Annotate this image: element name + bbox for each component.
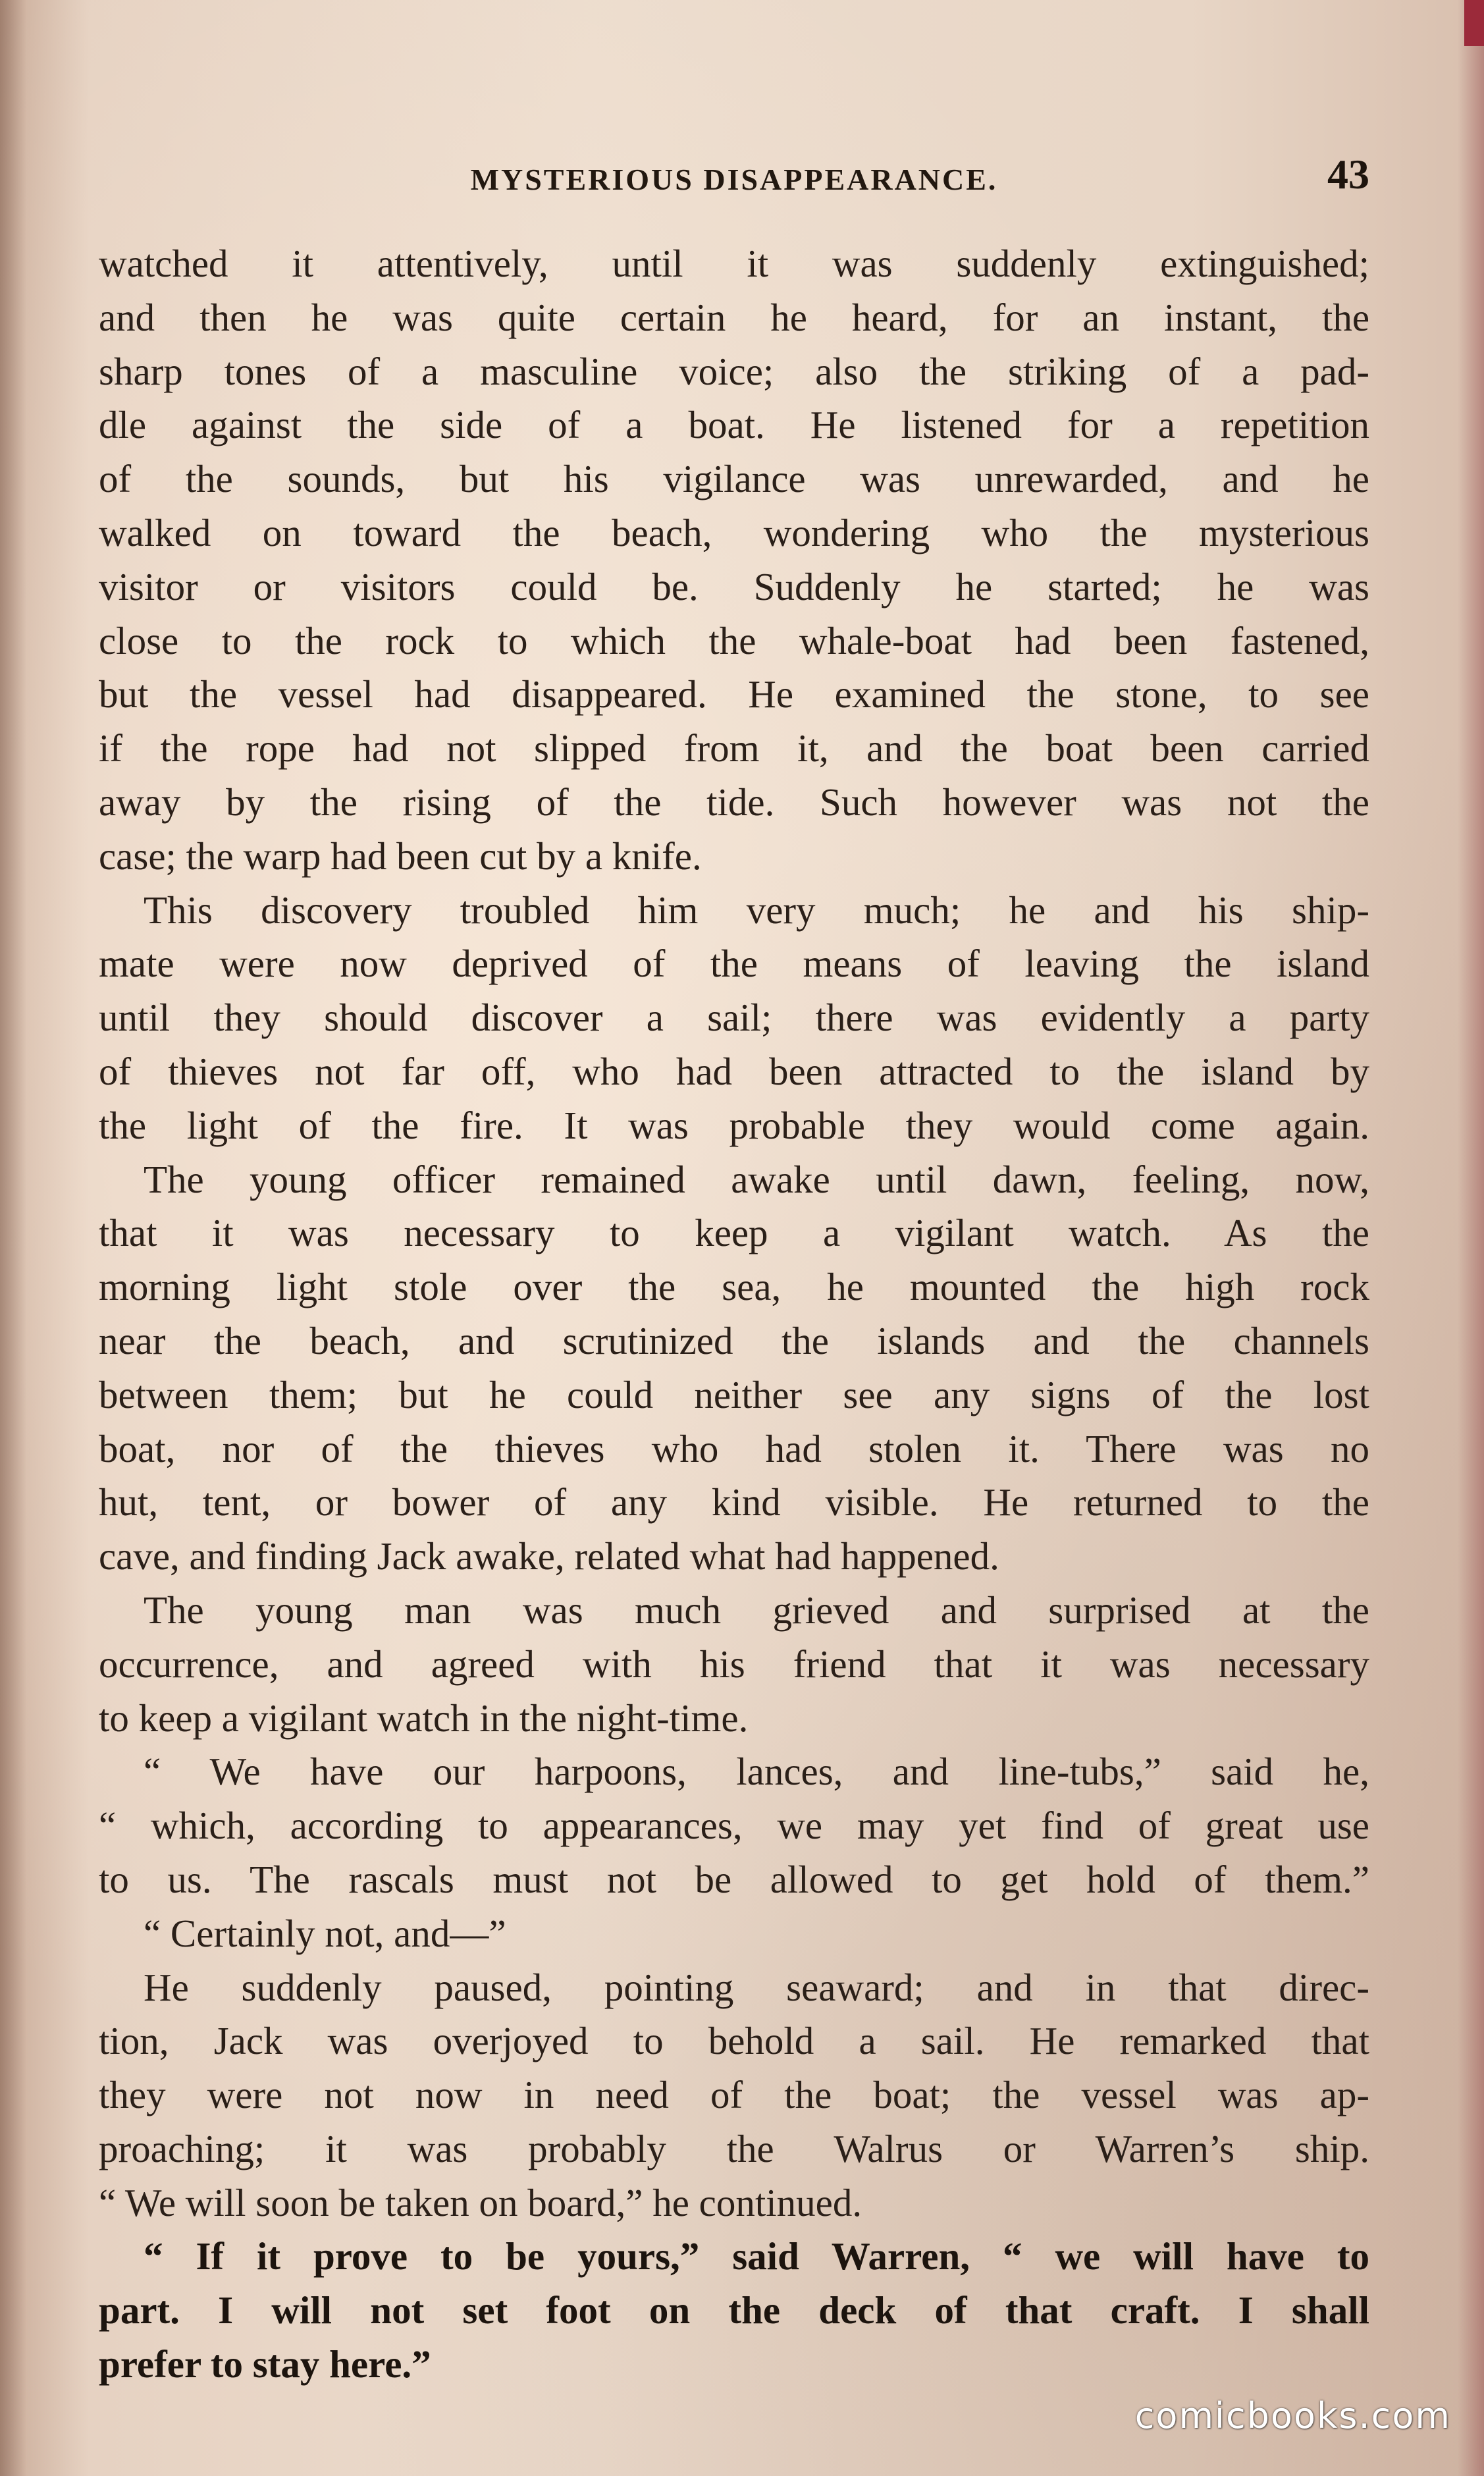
text-line: the light of the fire. It was probable they would come again. <box>99 1103 1369 1147</box>
text-line: The young officer remained awake until dawn, feeling, now, <box>144 1157 1369 1201</box>
text-line: walked on toward the beach, wondering who the mysterious <box>99 510 1369 554</box>
text-line: watched it attentively, until it was suddenly extinguished; <box>99 242 1369 285</box>
text-line: “ If it prove to be yours,” said Warren, “ we will have to <box>144 2234 1369 2278</box>
page-corner-mark <box>1464 0 1484 46</box>
text-line: close to the rock to which the whale-boat had been fastened, <box>99 618 1369 662</box>
text-line: mate were now deprived of the means of leaving the island <box>99 942 1369 986</box>
text-line: morning light stole over the sea, he mounted the high rock <box>99 1265 1369 1309</box>
text-line: The young man was much grieved and surprised at the <box>144 1588 1369 1632</box>
text-line: dle against the side of a boat. He listened for a repetition <box>99 403 1369 447</box>
text-line: “ We have our harpoons, lances, and line-tubs,” said he, <box>144 1750 1369 1794</box>
text-line: away by the rising of the tide. Such however was not the <box>99 780 1369 824</box>
text-line: part. I will not set foot on the deck of that craft. I shall <box>99 2288 1369 2332</box>
text-line: “ which, according to appearances, we may yet find of great use <box>99 1804 1369 1848</box>
body-text <box>99 237 1369 2392</box>
text-line: case; the warp had been cut by a knife. <box>99 834 702 878</box>
text-line: tion, Jack was overjoyed to behold a sail. He remarked that <box>99 2019 1369 2063</box>
text-line: they were not now in need of the boat; the vessel was ap- <box>99 2073 1369 2117</box>
text-line: occurrence, and agreed with his friend that it was necessary <box>99 1642 1369 1686</box>
text-line: sharp tones of a masculine voice; also the striking of a pad- <box>99 349 1369 393</box>
text-line: until they should discover a sail; there was evidently a party <box>99 996 1369 1040</box>
text-line: if the rope had not slipped from it, and the boat been carried <box>99 726 1369 770</box>
text-line: to us. The rascals must not be allowed to get hold of them.” <box>99 1857 1369 1901</box>
text-line: near the beach, and scrutinized the islands and the channels <box>99 1318 1369 1362</box>
text-line: boat, nor of the thieves who had stolen it. There was no <box>99 1426 1369 1470</box>
text-line: between them; but he could neither see any signs of the lost <box>99 1372 1369 1416</box>
text-line: He suddenly paused, pointing seaward; and in that direc- <box>144 1965 1369 2009</box>
text-line: and then he was quite certain he heard, for an instant, the <box>99 295 1369 339</box>
page-right-edge-shadow <box>1458 0 1484 2476</box>
running-head: MYSTERIOUS DISAPPEARANCE. <box>470 163 998 196</box>
text-line: prefer to stay here.” <box>99 2342 431 2386</box>
text-line: “ We will soon be taken on board,” he continued. <box>99 2180 862 2224</box>
page-number: 43 <box>1327 151 1369 198</box>
text-line: cave, and finding Jack awake, related what had happened. <box>99 1534 999 1578</box>
text-line: visitor or visitors could be. Suddenly he started; he was <box>99 564 1369 608</box>
text-line: “ Certainly not, and—” <box>144 1911 506 1955</box>
text-line: that it was necessary to keep a vigilant watch. As the <box>99 1211 1369 1255</box>
text-line: proaching; it was probably the Walrus or Warren’s ship. <box>99 2126 1369 2170</box>
page-left-edge-shadow <box>0 0 26 2476</box>
watermark: comicbooks.com <box>1134 2395 1451 2436</box>
text-line: of thieves not far off, who had been attracted to the island by <box>99 1049 1369 1093</box>
text-line: to keep a vigilant watch in the night-time. <box>99 1696 749 1740</box>
text-line: but the vessel had disappeared. He examined the stone, to see <box>99 672 1369 716</box>
text-line: This discovery troubled him very much; he and his ship- <box>144 888 1369 932</box>
text-line: of the sounds, but his vigilance was unrewarded, and he <box>99 457 1369 501</box>
page-header <box>99 150 1369 209</box>
text-line: hut, tent, or bower of any kind visible. He returned to the <box>99 1480 1369 1524</box>
